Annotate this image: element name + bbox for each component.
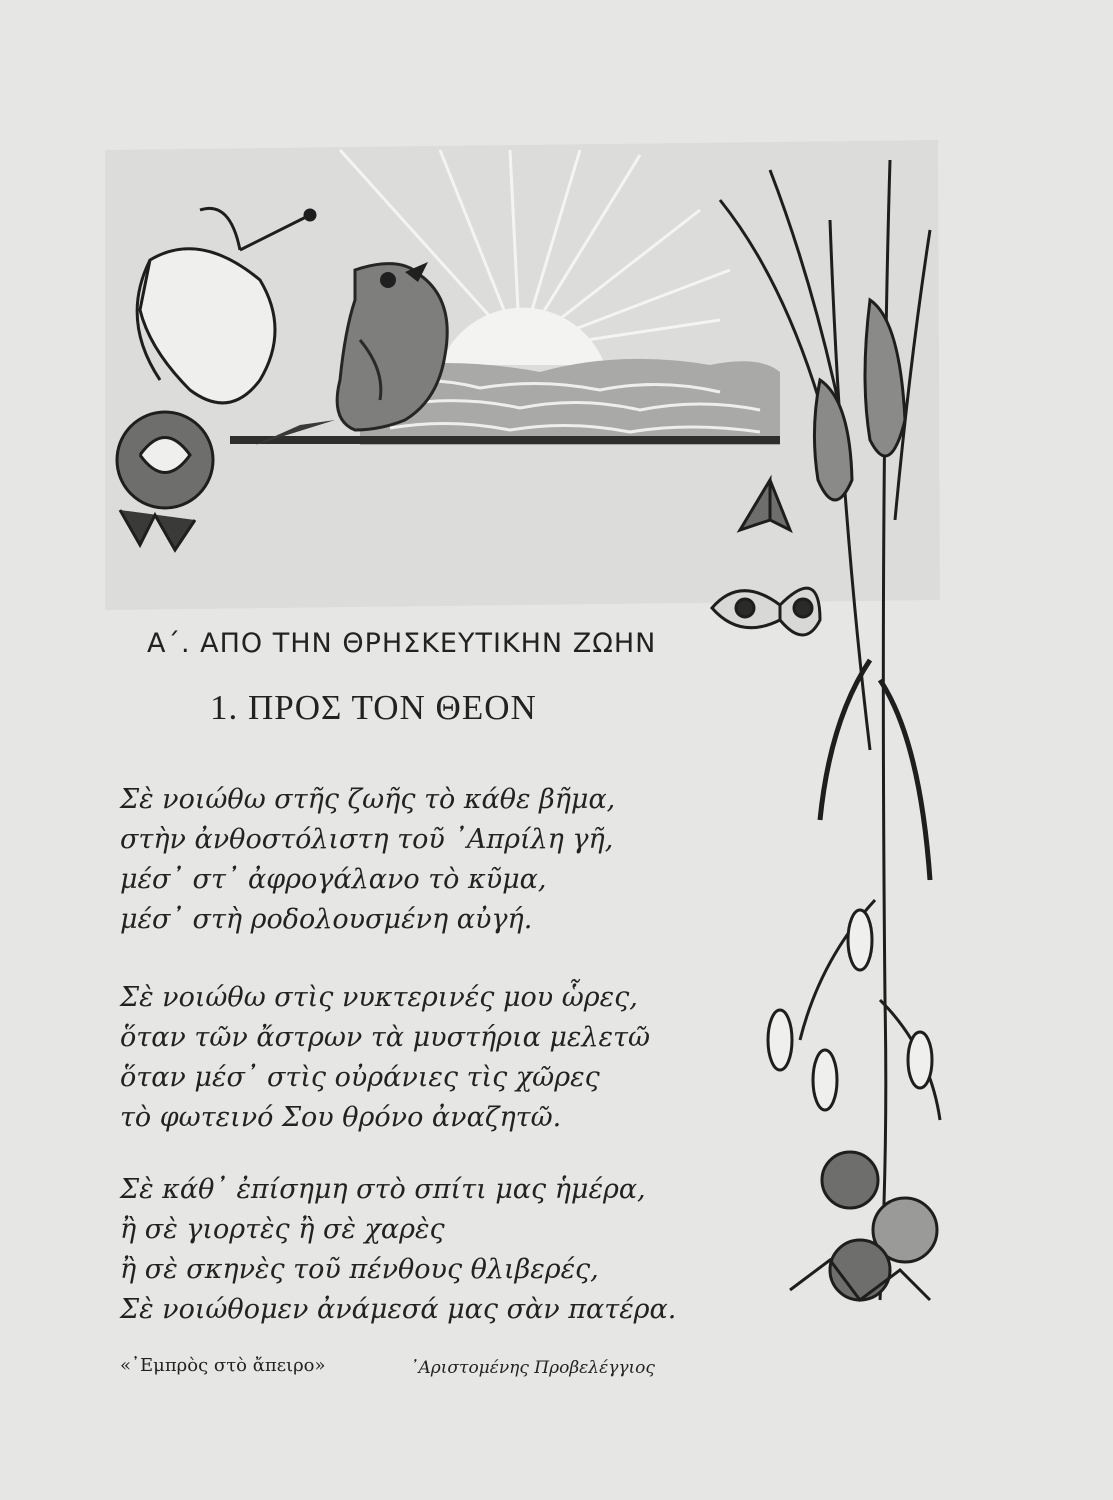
stanza-3 [120,1170,676,1330]
stanza-2 [120,978,650,1138]
stanza-1 [120,780,615,940]
section-heading: Α΄. ΑΠΟ ΤΗΝ ΘΡΗΣΚΕΥΤΙΚΗΝ ΖΩΗΝ [147,628,657,659]
poem-line: τὸ φωτεινό Σου θρόνο ἀναζητῶ. [120,1102,562,1133]
poem-source: «᾿Εμπρὸς στὸ ἄπειρο» [120,1355,326,1376]
poem-line: μέσ᾿ στ᾿ ἀφρογάλανο τὸ κῦμα, [120,864,547,895]
poem-author: ᾿Αριστομένης Προβελέγγιος [410,1358,655,1378]
poem-line: μέσ᾿ στὴ ροδολουσμένη αὐγή. [120,904,533,935]
poem-line: ἢ σὲ γιορτὲς ἢ σὲ χαρὲς [120,1214,445,1245]
poem-line: ὅταν μέσ᾿ στὶς οὐράνιες τὶς χῶρες [120,1062,600,1093]
poem-line: Σὲ νοιώθομεν ἀνάμεσά μας σὰν πατέρα. [120,1294,677,1325]
poem-line: Σὲ κάθ᾿ ἐπίσημη στὸ σπίτι μας ἡμέρα, [120,1174,646,1205]
poem-line: Σὲ νοιώθω στὶς νυκτερινές μου ὧρες, [120,982,638,1013]
poem-line: ὅταν τῶν ἄστρων τὰ μυστήρια μελετῶ [120,1022,650,1053]
perch-ledge [230,436,780,444]
field-flowers [768,910,937,1300]
poem-title: 1. ΠΡΟΣ ΤΟΝ ΘΕΟΝ [210,688,537,727]
poem-line: Σὲ νοιώθω στῆς ζωῆς τὸ κάθε βῆμα, [120,784,616,815]
poem-line: ἢ σὲ σκηνὲς τοῦ πένθους θλιβερές, [120,1254,599,1285]
butterfly-bottom [712,588,820,635]
poem-line: στὴν ἀνθοστόλιστη τοῦ ᾿Απρίλη γῆ, [120,824,614,855]
